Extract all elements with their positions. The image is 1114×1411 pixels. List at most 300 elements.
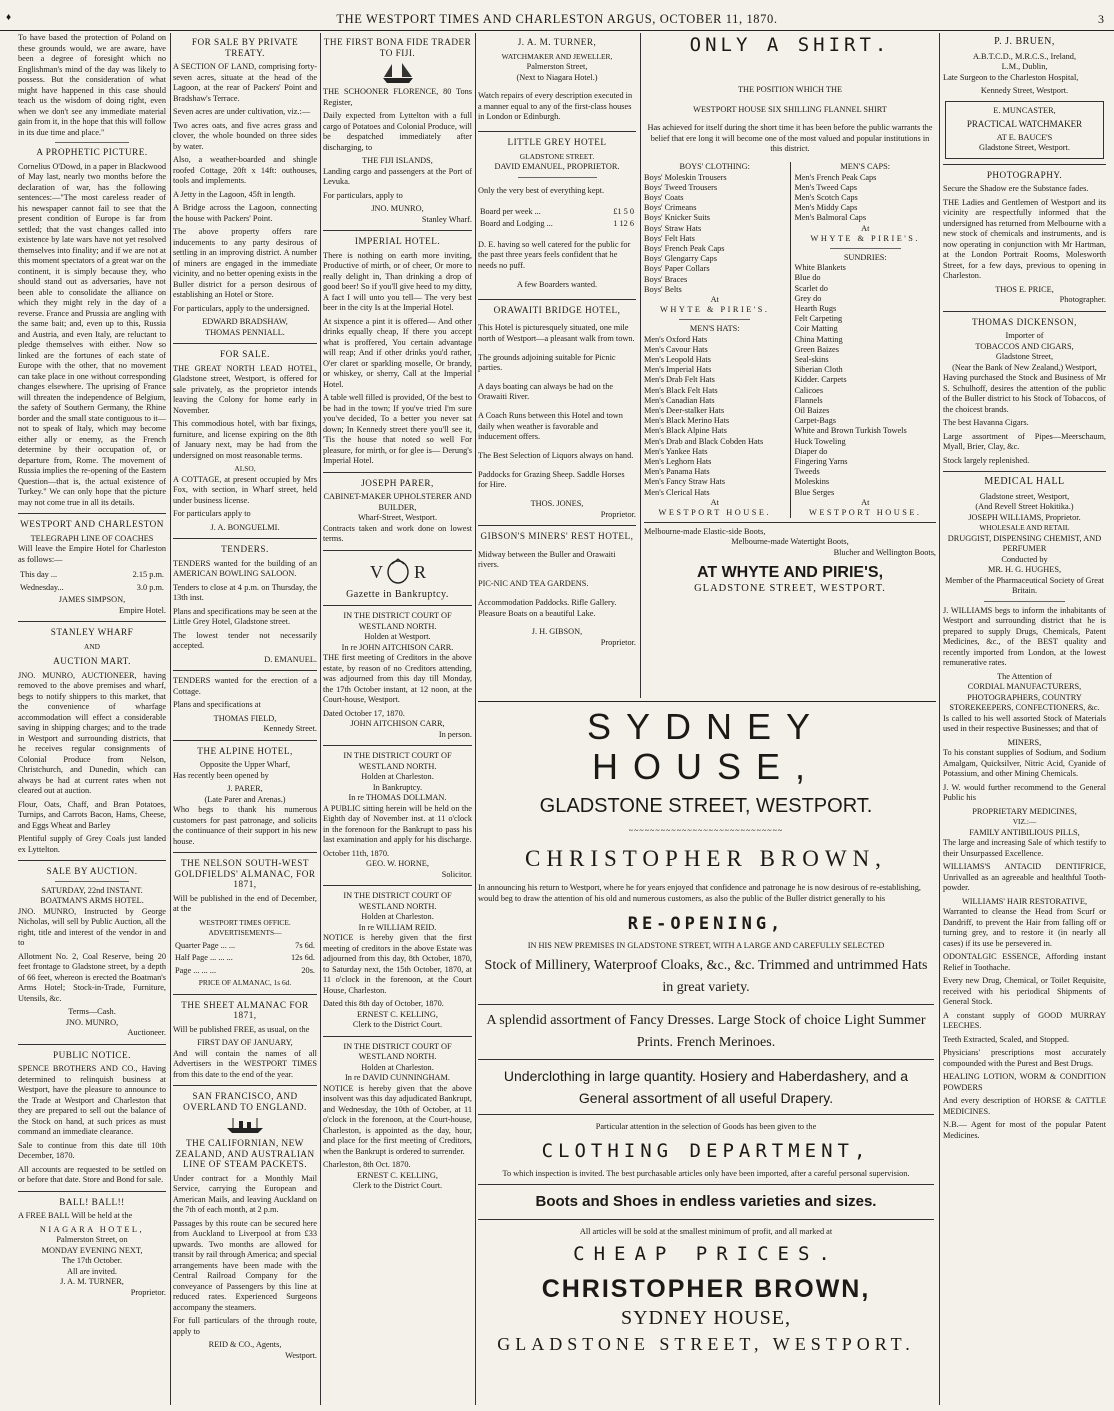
dickenson-body: Having purchased the Stock and Business of Mr S. Schulhoff, desires the attention of the public of the Buller district to his Stock of Tobaccos, of the choicest brands.	[943, 373, 1106, 414]
medical-hall-attention: The Attention of	[997, 671, 1052, 681]
list-item: Boys' Straw Hats	[644, 223, 702, 233]
list-item: Tweeds	[794, 467, 820, 477]
gibson-heading: GIBSON'S MINERS' REST HOTEL,	[480, 531, 634, 542]
private-sale-heading: FOR SALE BY PRIVATE TREATY.	[191, 37, 299, 58]
medical-hall-hair-title: WILLIAMS' HAIR RESTORATIVE,	[961, 896, 1088, 906]
little-grey-body: Only the very best of everything kept.	[478, 185, 605, 195]
muncaster-street: Gladstone Street, Westport.	[979, 143, 1070, 152]
for-sale-text: This commodious hotel, with bar fixings, furniture, and license expiring on the 8th of January next, may be had from the undersigned on most reasonable terms.	[173, 419, 317, 460]
court-held: Holden at Charleston.	[361, 912, 434, 921]
inspection-line: To which inspection is invited. The best purchasable articles only have been imported, after a careful personal supervision.	[502, 1169, 910, 1179]
parer-body: Contracts taken and work done on lowest terms.	[323, 523, 472, 543]
list-item: Boys' Glengarry Caps	[644, 254, 717, 264]
turner-street: Palmerston Street,	[526, 62, 588, 71]
medical-hall-body: J. WILLIAMS begs to inform the inhabitants of Westport and surrounding district that he is prepared to supply Drugs, Chemicals, Patent Medicines, &c., of the BEST quality and recently imported from London, at the lowest remunerative rates.	[943, 605, 1106, 667]
dickenson-heading: THOMAS DICKENSON,	[972, 316, 1077, 327]
section-rule	[478, 701, 936, 702]
almanac-body: Will be published in the end of December, at the	[173, 893, 317, 913]
list-item: Men's Balmoral Caps	[794, 213, 867, 223]
list-item: Carpet-Bags	[794, 416, 836, 426]
column-1	[18, 33, 166, 1405]
divider	[18, 860, 166, 861]
orawaiti-role: Proprietor.	[600, 509, 636, 519]
list-item: Boys' Tweed Trousers	[644, 182, 718, 192]
court-body: NOTICE is hereby given that the first meeting of creditors in the above Estate was adjourned from this day, 8th October, 1870, to Saturday next, the 15th October, 1870, at 11 o'clock in the forenoon, at the Court House, Charleston.	[323, 933, 472, 995]
court-signature: ERNEST C. KELLING,	[357, 1009, 438, 1019]
divider	[173, 740, 317, 741]
medical-hall-odontalgic: ODONTALGIC ESSENCE, Affording instant Relief in Toothache.	[943, 952, 1106, 972]
underclothing-line: Underclothing in large quantity. Hosiery and Haberdashery, and a General assortment of all useful Drapery.	[503, 1068, 909, 1107]
turner-sub: WATCHMAKER AND JEWELLER,	[501, 51, 613, 61]
ball-invite: All are invited.	[67, 1266, 117, 1276]
advert-price: 7s 6d.	[295, 940, 315, 950]
turner-next: (Next to Niagara Hotel.)	[516, 72, 598, 82]
column-rule	[170, 33, 171, 1405]
list-item: Boys' Crimeans	[644, 203, 697, 213]
divider	[984, 601, 1066, 602]
medical-hall-hughes: MR. H. G. HUGHES,	[987, 565, 1062, 574]
little-grey-heading: LITTLE GREY HOTEL	[507, 137, 607, 148]
newspaper-title: THE WESTPORT TIMES AND CHARLESTON ARGUS, OCTOBER 11, 1870.	[336, 12, 778, 26]
ball-signature: J. A. M. TURNER,	[60, 1277, 124, 1286]
medical-hall-physicians: Physicians' prescriptions most accurately compounded with the Purest and Best Drugs.	[943, 1048, 1106, 1068]
divider	[173, 670, 317, 671]
divider	[323, 230, 472, 231]
coach-body: Will leave the Empire Hotel for Charleston as follows:—	[18, 544, 166, 564]
tenders-heading: TENDERS.	[221, 544, 269, 554]
column-rule	[640, 33, 641, 698]
court-in-re: In re DAVID CUNNINGHAM.	[345, 1073, 450, 1082]
divider	[518, 177, 597, 178]
for-sale-also: ALSO,	[234, 464, 256, 473]
tenders2-body: TENDERS wanted for the erection of a Cottage.	[173, 676, 317, 696]
list-item: Men's French Peak Caps	[794, 172, 877, 182]
shirt-right-list	[791, 162, 937, 518]
sydney-street-footer: GLADSTONE STREET, WESTPORT.	[497, 1334, 915, 1355]
court-in-re: In re WILLIAM REID.	[358, 922, 437, 932]
list-item: Men's Imperial Hats	[644, 365, 712, 375]
packet-heading: THE CALIFORNIAN, NEW ZEALAND, AND AUSTRALIAN LINE OF STEAM PACKETS.	[175, 1138, 315, 1169]
stanley-and: AND	[83, 641, 100, 651]
medical-hall-recommend: J. W. would further recommend to the General Public his	[943, 782, 1106, 802]
list-item: Men's Canadian Hats	[644, 395, 715, 405]
coach-subheading: TELEGRAPH LINE OF COACHES	[30, 533, 154, 543]
divider	[323, 605, 472, 606]
royal-crest-icon	[368, 556, 428, 586]
notice-accounts: All accounts are requested to be settled on or before that date. Store and Bond for sale.	[18, 1164, 166, 1184]
packet-text: Passages by this route can be secured here from Auckland to Liverpool at from £33 upwards. Two months are allowed for transit by rail through America; and special arrangements have been made with the Central Railroad Company for the conveyance of Passengers by this line at reduced rates. Experienced Surgeons accompany the steamers.	[173, 1218, 317, 1312]
court-held: Holden at Charleston.	[361, 772, 434, 781]
divider	[55, 142, 129, 143]
ball-body: A FREE BALL Will be held at the	[18, 1211, 133, 1220]
list-item: White Blankets	[794, 263, 846, 273]
divider	[323, 472, 472, 473]
advertisements-heading: ADVERTISEMENTS—	[208, 928, 282, 937]
court-in-re: In re JOHN AITCHISON CARR.	[341, 642, 454, 652]
san-francisco-heading: SAN FRANCISCO, AND OVERLAND TO ENGLAND.	[183, 1091, 307, 1112]
steamship-icon	[225, 1116, 265, 1134]
parer-place: Wharf-Street, Westport.	[357, 513, 438, 522]
coach-day: Wednesday...	[20, 582, 64, 592]
list-item: Men's Fancy Straw Hats	[644, 477, 725, 487]
at-label: At	[710, 294, 719, 304]
reopening-title: RE-OPENING,	[627, 914, 785, 935]
alpine-late: (Late Parer and Arenas.)	[204, 794, 286, 804]
private-sale-text: A Jetty in the Lagoon, 45ft in length.	[173, 189, 296, 199]
photography-body: THE Ladies and Gentlemen of Westport and its vicinity are respectfully informed that the undersigned has returned from Melbourne with a new stock of chemicals and instruments, and is now operating in conjunction with Mr Hartman, at the London Portrait Rooms, Molesworth Street, for a few days, previous to opening in Charleston.	[943, 197, 1106, 280]
advert-price: 20s.	[301, 965, 315, 975]
list-item: Blue Serges	[794, 487, 835, 497]
shirt-sub1: THE POSITION WHICH THE	[737, 85, 843, 94]
svg-text:R: R	[413, 561, 426, 582]
list-item: Men's Scotch Caps	[794, 192, 858, 202]
almanac-office: WESTPORT TIMES OFFICE.	[199, 917, 291, 927]
almanac-price: PRICE OF ALMANAC, 1s 6d.	[198, 978, 292, 987]
tenders-body: TENDERS wanted for the building of an AMERICAN BOWLING SALOON.	[173, 558, 317, 578]
divider	[173, 852, 317, 853]
list-item: Fingering Yarns	[794, 457, 848, 466]
advert-item: Page ... ... ...	[175, 965, 217, 975]
shirt-sub2: WESTPORT HOUSE SIX SHILLING FLANNEL SHIRT	[693, 105, 887, 115]
column-rule	[475, 33, 476, 1405]
tenders-text: Tenders to close at 4 p.m. on Thursday, the 13th inst.	[173, 582, 317, 602]
court-heading: IN THE DISTRICT COURT OF WESTLAND NORTH.	[343, 611, 452, 631]
shirt-left-list	[644, 162, 791, 518]
medical-hall-supply: To his constant supplies of Sodium, and Sodium Amalgam, Quicksilver, Nitric Acid, Cyanide of Potassium, and other Mining Chemicals.	[943, 748, 1106, 778]
men-caps-heading: MEN'S CAPS:	[840, 162, 891, 172]
advert-item: Half Page ... ... ...	[175, 953, 233, 962]
packet-text: For full particulars of the through route, apply to	[173, 1316, 317, 1336]
court-held: Holden at Charleston.	[361, 1062, 434, 1072]
list-item: Men's Drab Felt Hats	[644, 375, 715, 385]
whyte-pirie-label: WHYTE & PIRIE'S.	[660, 305, 770, 315]
private-sale-text: The above property offers rare inducements to any party desirous of settling in an improving district. A number of miners are engaged in the immediate vicinity, and no better opening exists in the Buller district for a person desirous of establishing an Hotel or Store.	[173, 227, 317, 299]
gibson-text: Accommodation Paddocks. Rifle Gallery. Pleasure Boats on a beautiful Lake.	[478, 598, 617, 618]
christopher-brown-footer: CHRISTOPHER BROWN,	[541, 1275, 871, 1304]
alpine-sub: Opposite the Upper Wharf,	[199, 760, 291, 769]
turner-heading: J. A. M. TURNER,	[517, 37, 597, 47]
list-item: Men's Cavour Hats	[644, 344, 708, 354]
schooner-icon	[380, 62, 416, 84]
list-item: Men's Black Merino Hats	[644, 416, 730, 426]
divider	[323, 550, 472, 551]
alpine-signature: J. PARER,	[227, 784, 263, 793]
medical-hall-member: Member of the Pharmaceutical Society of Great Britain.	[945, 575, 1104, 595]
christopher-brown-title: CHRISTOPHER BROWN,	[525, 846, 887, 871]
divider	[478, 299, 636, 300]
sydney-house-footer: SYDNEY HOUSE,	[620, 1307, 792, 1330]
stanley-coals: Plentiful supply of Grey Coals just landed ex Lyttelton.	[18, 834, 166, 854]
boots-section	[644, 522, 936, 594]
divider	[478, 1114, 934, 1115]
list-item: Boys' French Peak Caps	[644, 243, 725, 253]
ball-date: MONDAY EVENING NEXT,	[41, 1245, 143, 1255]
fiji-destination: THE FIJI ISLANDS,	[362, 156, 433, 165]
advertisement-area	[478, 33, 936, 1405]
whyte-pirie-footer: AT WHYTE AND PIRIE'S,	[696, 563, 884, 581]
fiji-body: THE SCHOONER FLORENCE, 80 Tons Register,	[323, 87, 472, 107]
private-sale-text: Also, a weather-boarded and shingle roofed Cottage, 20ft x 14ft: outhouses, tools and implements.	[173, 155, 317, 185]
masthead	[0, 0, 1114, 31]
fiji-heading: THE FIRST BONA FIDE TRADER TO FIJI.	[323, 37, 472, 58]
dickenson-sub: Importer of	[1005, 331, 1044, 340]
westport-house-label: WESTPORT HOUSE.	[809, 508, 922, 518]
list-item: Huck Toweling	[794, 436, 846, 446]
coach-heading: WESTPORT AND CHARLESTON	[20, 519, 164, 529]
tenders2-place: Kennedy Street.	[263, 724, 317, 733]
board-item: Board per week ...	[480, 206, 541, 216]
orawaiti-text: A days boating can always be had on the Orawaiti River.	[478, 381, 614, 402]
list-item: Men's Black Alpine Hats	[644, 426, 727, 436]
boots-line: Melbourne-made Watertight Boots,	[731, 537, 849, 547]
medical-hall-wholesale: WHOLESALE AND RETAIL	[979, 523, 1070, 532]
medical-hall-viz: VIZ.:—	[1012, 817, 1037, 826]
fiji-text: Landing cargo and passengers at the Port of Levuka.	[323, 166, 472, 186]
sundries-list	[795, 263, 937, 498]
orawaiti-heading: ORAWAITI BRIDGE HOTEL,	[493, 304, 621, 315]
parer-heading: JOSEPH PARER,	[361, 477, 434, 488]
page-number: 3	[1098, 12, 1104, 26]
sheet-almanac-body: Will be published FREE, as usual, on the	[173, 1024, 310, 1034]
sold-line: All articles will be sold at the smallest minimum of profit, and all marked at	[579, 1227, 833, 1237]
stanley-subheading: AUCTION MART.	[53, 656, 131, 666]
bruen-degrees: L.M., Dublin,	[1001, 62, 1048, 71]
dickenson-text: The best Havanna Cigars.	[943, 418, 1029, 427]
turner-body: Watch repairs of every description executed in a manner equal to any of the first-class houses in London or Edinburgh.	[478, 91, 633, 122]
medical-hall-conducted: Conducted by	[1001, 554, 1048, 564]
photography-heading: PHOTOGRAPHY.	[986, 169, 1063, 180]
medical-hall-called: Is called to his well assorted Stock of Materials used in their respective Businesses; and that of	[943, 713, 1106, 733]
little-grey-text: D. E. having so well catered for the public for the past three years feels confident that he needs no puff.	[478, 239, 631, 270]
coach-time: 2.15 p.m.	[132, 570, 164, 579]
divider	[18, 1044, 166, 1045]
dickenson-text: Large assortment of Pipes—Meerschaum, Myall, Brier, Clay, &c.	[943, 431, 1106, 451]
auction-heading: SALE BY AUCTION.	[46, 866, 138, 876]
divider	[323, 1036, 472, 1037]
court-heading: IN THE DISTRICT COURT OF WESTLAND NORTH.	[343, 751, 452, 771]
muncaster-box	[945, 101, 1104, 159]
tenders-signature: D. EMANUEL.	[264, 654, 317, 664]
at-label: At	[710, 497, 719, 507]
list-item: Flannels	[794, 395, 823, 405]
court-in-re: In re THOMAS DOLLMAN.	[348, 793, 447, 802]
only-a-shirt-ad	[644, 33, 936, 698]
muncaster-at: AT E. BAUCE'S	[996, 132, 1053, 142]
column-rule	[939, 33, 940, 1405]
list-item: Men's Deer-stalker Hats	[644, 405, 725, 415]
divider	[478, 1004, 934, 1005]
ornament: ~~~~~~~~~~~~~~~~~~~~~~~~~~~~~	[628, 826, 784, 835]
medical-hall-and: (And Revell Street Hokitika.)	[975, 502, 1074, 511]
particular-line: Particular attention in the selection of Goods has been given to the	[595, 1122, 817, 1132]
cheap-prices-title: CHEAP PRICES.	[573, 1243, 839, 1266]
sydney-house-ad	[478, 707, 934, 1399]
tenders2-text: Plans and specifications at	[173, 700, 261, 709]
ball-street: Palmerston Street, on	[56, 1235, 128, 1244]
divider	[478, 525, 636, 526]
advert-price: 12s 6d.	[291, 953, 315, 962]
board-item: Board and Lodging ...	[480, 219, 553, 229]
board-price: £1 5 0	[613, 206, 634, 216]
coach-place: Empire Hotel.	[118, 605, 166, 615]
divider	[943, 471, 1106, 472]
coach-time: 3.0 p.m.	[136, 582, 164, 592]
list-item: Hearth Rugs	[794, 303, 837, 313]
orawaiti-text: Paddocks for Grazing Sheep. Saddle Horses for Hire.	[478, 469, 625, 490]
court-date: Charleston, 8th Oct. 1870.	[323, 1160, 411, 1169]
list-item: Men's Leghorn Hats	[644, 457, 712, 466]
court-role: Clerk to the District Court.	[352, 1020, 443, 1029]
court-body: THE first meeting of Creditors in the above estate, by reason of no Creditors attending, was adjourned from this day till Monday, the 17th October instant, at 12 noon, at the Court-house, Westport.	[323, 653, 472, 704]
court-held: Holden at Westport.	[364, 632, 431, 641]
ball-heading: BALL! BALL!!	[59, 1196, 125, 1207]
little-grey-street: GLADSTONE STREET.	[519, 151, 595, 161]
private-sale-signature: THOMAS PENNIALL.	[205, 327, 285, 337]
dickenson-street: Gladstone Street,	[995, 352, 1054, 361]
divider	[18, 1191, 166, 1192]
sydney-intro: In announcing his return to Westport, where he for years enjoyed that confidence and patronage he is now desirous of re-establishing, would beg to draw the attention of his old and numerous customers, as also the public of the Buller district generally to his	[478, 883, 921, 903]
column-6	[943, 33, 1106, 1405]
medical-hall-healing: HEALING LOTION, WORM & CONDITION POWDERS	[943, 1072, 1106, 1092]
dickenson-sub2: TOBACCOS AND CIGARS,	[975, 341, 1074, 351]
ball-time: The 17th October.	[61, 1256, 123, 1265]
for-sale-signature: J. A. BONGUELMI.	[210, 522, 280, 532]
list-item: Men's Tweed Caps	[794, 182, 858, 192]
court-signature: GEO. W. HORNE,	[366, 859, 429, 868]
court-signature: JOHN AITCHISON CARR,	[350, 719, 445, 728]
private-sale-signature: EDWARD BRADSHAW,	[202, 317, 288, 326]
list-item: Felt Carpeting	[794, 314, 843, 324]
little-grey-text: A few Boarders wanted.	[516, 279, 598, 289]
gibson-text: PIC-NIC AND TEA GARDENS.	[478, 579, 589, 589]
list-item: Blue do	[794, 273, 821, 283]
orawaiti-text: A Coach Runs between this Hotel and town daily when weather is favorable and inducement offers.	[478, 411, 623, 442]
list-item: Seal-skins	[794, 354, 829, 364]
medical-hall-pills-body: The large and increasing Sale of which testify to their Unsurpassed Excellence.	[943, 838, 1106, 858]
dickenson-near: (Near the Bank of New Zealand,) Westport,	[952, 362, 1097, 372]
divider	[173, 343, 317, 344]
for-sale-text: A COTTAGE, at present occupied by Mrs Fox, with section, in Wharf street, held under business license.	[173, 474, 317, 505]
medical-hall-street: Gladstone street, Westport,	[979, 491, 1070, 501]
divider	[173, 538, 317, 539]
shirt-sub3: Has achieved for itself during the short time it has been before the public warrants the belief that ere long it will become one of the most valued and popular institutions in this district.	[647, 123, 933, 153]
private-sale-text: Seven acres are under cultivation, viz.:—	[173, 107, 311, 116]
advert-item: Quarter Page ... ...	[175, 940, 236, 950]
notice-sale: Sale to continue from this date till 10th December, 1870.	[18, 1140, 166, 1160]
medical-hall-miners: MINERS,	[1007, 737, 1042, 747]
divider	[478, 1059, 934, 1060]
court-sub: In Bankruptcy.	[372, 782, 423, 792]
almanac-heading: THE NELSON SOUTH-WEST GOLDFIELDS' ALMANAC, FOR 1871,	[174, 858, 316, 889]
fiji-signature: JNO. MUNRO,	[371, 204, 424, 213]
divider	[679, 319, 750, 320]
boys-list	[644, 173, 786, 295]
muncaster-title: PRACTICAL WATCHMAKER	[966, 119, 1083, 129]
divider	[830, 248, 901, 249]
stanley-body: JNO. MUNRO, AUCTIONEER, having removed to the above premises and wharf, begs to notify shippers to this market, that the convenience of wharfage accommodation will effect a considerable saving in shipping charges; and to the trade in Westport and surrounding districts, that he receives regular consignments of Colonial Produce from Nelson, Christchurch, and Dunedin, which can always be had at current rates when not cleared out at auction.	[18, 670, 166, 795]
prophetic-body: Cornelius O'Dowd, in a paper in Blackwood of May last, nearly two months before the declaration of war, has the following sentences:—"The most careless reader of his newspaper cannot fail to see that the present condition of Europe is far from settled; that the vast changes called into existence by late wars have not yet resolved themselves into finality; and if we are not at this moment spectators of a great war on the continent, it is simply because they, who should stand out as adversaries, have not been able to consolidate the alliance on which they might rely in the day of a reverse. France and Prussia are angling with the same bait; and, even up to this, Russia and Austria, and even Italy, are reluctant to pledge themselves with either. Now so linked are the fortunes of each state of Europe with the other, that no movement can take place in one without corresponding changes elsewhere. The uprising of France will threaten the independence of Belgium, the safety of Southern Germany, the Rhine border and the small state contiguous to it—not to speak of Italy, which may become either ally or enemy, as the French determine by their occupation of, or departure from, Rome. The movement of Russia implies the re-opening of the Eastern Question—that is, the actual existence of Turkey." We can only hope that the picture may not come true in all its details.	[18, 161, 166, 507]
imperial-heading: IMPERIAL HOTEL.	[354, 236, 441, 246]
tenders-text: The lowest tender not necessarily accepted.	[173, 630, 317, 650]
private-sale-text: A Bridge across the Lagoon, connecting the house with Packers' Point.	[173, 203, 317, 223]
men-caps-list	[795, 173, 937, 224]
fiji-text: Daily expected from Lyttelton with a full cargo of Potatoes and Colonial Produce, will be despatched immediately after discharging, to	[323, 111, 472, 152]
list-item: Oil Baizes	[794, 405, 830, 415]
coach-signature: JAMES SIMPSON,	[58, 595, 126, 604]
list-item: Men's Black Felt Hats	[644, 385, 718, 395]
private-sale-body: A SECTION OF LAND, comprising forty-seven acres, situate at the head of the Lagoon, at the rear of Packers' Point and Bradshaw's Terrace.	[173, 62, 317, 103]
court-heading: IN THE DISTRICT COURT OF WESTLAND NORTH.	[343, 1041, 452, 1061]
court-role: In person.	[438, 729, 472, 739]
medical-hall-leeches: A constant supply of GOOD MURRAY LEECHES.	[943, 1010, 1106, 1030]
clothing-department-title: CLOTHING DEPARTMENT,	[541, 1140, 871, 1163]
list-item: Boys' Coats	[644, 192, 684, 202]
court-date: October 11th, 1870.	[323, 848, 390, 858]
alpine-text: Who begs to thank his numerous customers for past patronage, and solicits the continuance of their support in his new house.	[173, 805, 317, 846]
little-grey-proprietor: DAVID EMANUEL, PROPRIETOR.	[494, 162, 620, 172]
list-item: China Matting	[794, 334, 843, 344]
divider	[18, 621, 166, 622]
list-item: Kidder. Carpets	[794, 375, 847, 385]
divider	[478, 131, 636, 132]
board-rates	[478, 205, 636, 232]
dickenson-text: Stock largely replenished.	[943, 455, 1030, 465]
list-item: Diaper do	[794, 446, 828, 456]
sheet-almanac-date: FIRST DAY OF JANUARY,	[197, 1038, 293, 1047]
medical-hall-horse: And every description of HORSE & CATTLE MEDICINES.	[943, 1096, 1106, 1116]
list-item: Boys' Knicker Suits	[644, 213, 711, 223]
coach-day: This day ...	[20, 570, 58, 579]
whyte-pirie-label: WHYTE & PIRIE'S.	[810, 233, 920, 243]
for-sale-text: For particulars apply to	[173, 509, 251, 518]
list-item: White and Brown Turkish Towels	[794, 426, 907, 436]
list-item: Coir Matting	[794, 324, 838, 334]
fiji-text: For particulars, apply to	[323, 190, 403, 200]
whyte-pirie-footer-street: GLADSTONE STREET, WESTPORT.	[694, 582, 886, 594]
svg-text:V: V	[369, 561, 383, 582]
court-role: Solicitor.	[441, 869, 472, 879]
bruen-degrees: A.B.T.C.D., M.R.C.S., Ireland,	[972, 51, 1077, 61]
advert-prices	[173, 939, 317, 979]
list-item: Men's Yankee Hats	[644, 446, 708, 456]
notice-body: SPENCE BROTHERS AND CO., Having determined to relinquish business at Westport, have the pleasure to announce to the Trade at Westport and Charleston that they are prepared to sell out the balance of the Stock on hand, at such prices as must command an immediate clearance.	[18, 1064, 166, 1136]
list-item: Boys' Felt Hats	[644, 233, 695, 243]
board-price: 1 12 6	[613, 219, 634, 229]
alpine-text: Has recently been opened by	[173, 770, 269, 780]
for-sale-heading: FOR SALE.	[220, 349, 270, 359]
gazette-heading: Gazette in Bankruptcy.	[346, 588, 449, 600]
medical-hall-heading: MEDICAL HALL	[984, 476, 1065, 487]
court-date: Dated October 17, 1870.	[323, 708, 405, 718]
orawaiti-text: The grounds adjoining suitable for Picnic parties.	[478, 352, 616, 373]
divider	[173, 1085, 317, 1086]
medical-hall-proprietor: JOSEPH WILLIAMS, Proprietor.	[968, 512, 1081, 522]
auction-role: Auctioneer.	[127, 1028, 166, 1037]
parer-sub: CABINET-MAKER UPHOLSTERER AND BUILDER,	[323, 492, 472, 512]
court-heading: IN THE DISTRICT COURT OF WESTLAND NORTH.	[343, 891, 452, 911]
divider	[18, 513, 166, 514]
fancy-dresses-line: A splendid assortment of Fancy Dresses. Large Stock of choice Light Summer Prints. French Merinoes.	[486, 1013, 926, 1051]
at-label: At	[861, 497, 870, 507]
imperial-poem: At sixpence a pint it is offered— And other drinks equally cheap, If there you accept what is proffered, You certain advantage will reap; And if other drinks you'd rather, O'er claret or sparkling moselle, Or brandy, or whiskey, or sherry, Call at the Imperial Hotel.	[323, 316, 472, 389]
auction-body: JNO. MUNRO, Instructed by George Nicholas, will sell by Public Auction, all the right, title and interest of the vendor in and to	[18, 906, 166, 947]
bruen-body: Late Surgeon to the Charleston Hospital,	[943, 72, 1079, 82]
divider	[943, 164, 1106, 165]
list-item: Men's Middy Caps	[794, 203, 858, 213]
tenders-text: Plans and specifications may be seen at the Little Grey Hotel, Gladstone street.	[173, 606, 317, 626]
boots-line: Melbourne-made Elastic-side Boots,	[644, 527, 766, 537]
column-2	[173, 33, 317, 1405]
